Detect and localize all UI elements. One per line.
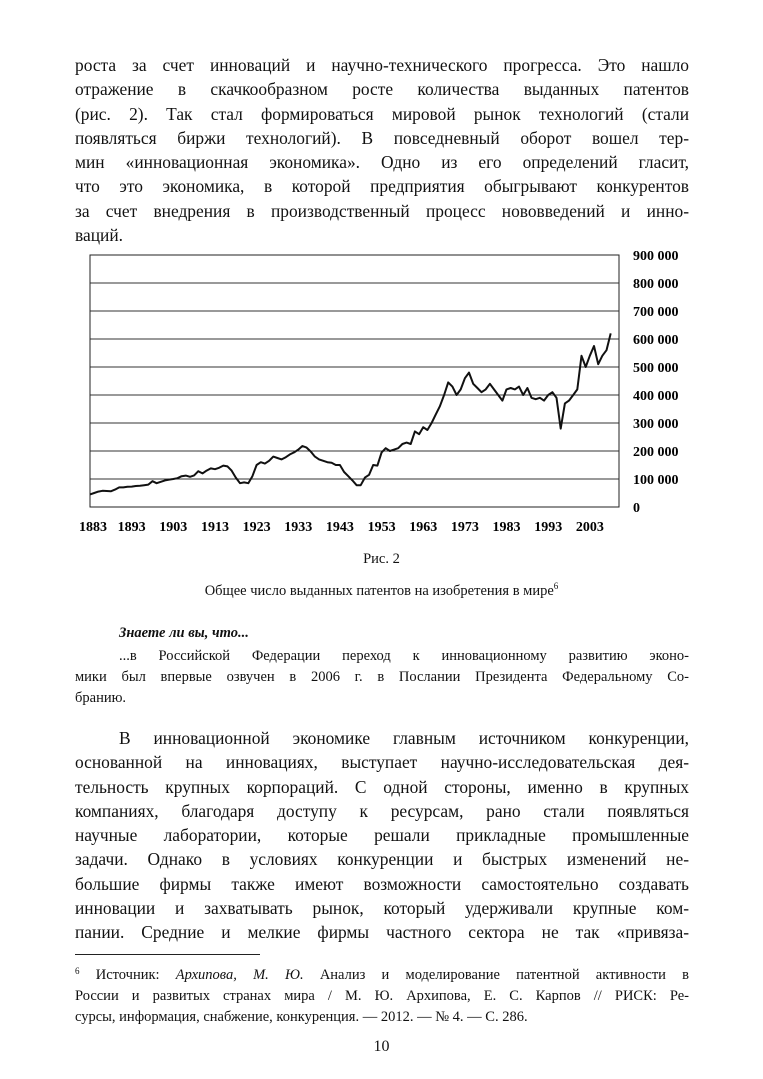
text-line: ваций. bbox=[75, 225, 123, 246]
text-line: что это экономика, в которой предприятия обыгрывают конкурентов bbox=[75, 176, 689, 197]
paragraph-main bbox=[75, 726, 689, 945]
footnote-line bbox=[75, 961, 689, 986]
x-tick-label: 1973 bbox=[450, 520, 479, 535]
text-line: инновации и захватывать рынок, который удерживали крупные ком- bbox=[75, 898, 689, 919]
footnote bbox=[75, 961, 689, 1028]
x-tick-label: 1963 bbox=[409, 520, 438, 535]
page-number: 10 bbox=[373, 1038, 390, 1055]
text-line: большие фирмы также имеют возможности самостоятельно создавать bbox=[75, 873, 689, 894]
text-line: основанной на инновациях, выступает научно-исследовательская дея- bbox=[75, 752, 689, 773]
x-tick-label: 2003 bbox=[575, 520, 604, 535]
y-tick-label: 800 000 bbox=[633, 277, 679, 292]
x-axis-ticks bbox=[79, 520, 604, 535]
text-line: мин «инновационная экономика». Одно из его определений гласит, bbox=[75, 152, 689, 173]
chart-grid bbox=[90, 283, 619, 479]
footnote-prefix: Источник: bbox=[95, 967, 176, 983]
figure-caption: Рис. 2 bbox=[363, 551, 400, 567]
text-line: бранию. bbox=[75, 690, 127, 706]
text-line: пании. Средние и мелкие фирмы частного сектора не так «привяза- bbox=[75, 922, 689, 943]
x-tick-label: 1883 bbox=[79, 520, 107, 535]
text-line: ...в Российской Федерации переход к инновационному развитию эконо- bbox=[119, 648, 689, 664]
text-line: задачи. Однако в условиях конкуренции и быстрых изменений не- bbox=[75, 849, 689, 870]
figure-title bbox=[0, 581, 763, 600]
y-tick-label: 600 000 bbox=[633, 333, 679, 348]
y-tick-label: 0 bbox=[633, 501, 640, 516]
figure-title-text: Общее число выданных патентов на изобретения в мире bbox=[204, 583, 554, 599]
y-tick-label: 500 000 bbox=[633, 361, 679, 376]
footnote-line: России и развитых странах мира / М. Ю. Архипова, Е. С. Карпов // РИСК: Ре- bbox=[75, 988, 689, 1004]
text-line: научные лаборатории, которые решали прикладные промышленные bbox=[75, 825, 689, 846]
text-line: В инновационной экономике главным источником конкуренции, bbox=[119, 728, 689, 748]
text-line: за счет внедрения в производственный процесс нововведений и инно- bbox=[75, 200, 689, 221]
text-line: мики был впервые озвучен в 2006 г. в Послании Президента Федеральному Со- bbox=[75, 669, 689, 685]
text-line: роста за счет инноваций и научно-технического прогресса. Это нашло bbox=[75, 55, 689, 75]
text-line: (рис. 2). Так стал формироваться мировой рынок технологий (стали bbox=[75, 103, 689, 124]
text-line: компаниях, благодаря доступу к ресурсам, рано стали появляться bbox=[75, 800, 689, 821]
y-tick-label: 300 000 bbox=[633, 417, 679, 432]
did-you-know-text bbox=[75, 646, 689, 709]
y-tick-label: 100 000 bbox=[633, 473, 679, 488]
did-you-know-title: Знаете ли вы, что... bbox=[119, 625, 249, 641]
footnote-author: Архипова, М. Ю. bbox=[175, 967, 304, 983]
footnote-ref: 6 bbox=[553, 581, 559, 591]
x-tick-label: 1943 bbox=[325, 520, 354, 535]
text-line: тельность крупных корпораций. С одной стороны, именно в крупных bbox=[75, 776, 689, 797]
y-tick-label: 900 000 bbox=[633, 249, 679, 264]
footnote-title: Анализ и моделирование патентной активности в bbox=[303, 967, 689, 983]
x-tick-label: 1953 bbox=[367, 520, 396, 535]
y-tick-label: 200 000 bbox=[633, 445, 679, 460]
footnote-line: сурсы, информация, снабжение, конкуренция. — 2012. — № 4. — С. 286. bbox=[75, 1009, 528, 1025]
y-axis-ticks bbox=[633, 249, 679, 516]
x-tick-label: 1983 bbox=[492, 520, 521, 535]
y-tick-label: 400 000 bbox=[633, 389, 679, 404]
patents-line-chart bbox=[70, 245, 710, 545]
x-tick-label: 1893 bbox=[117, 520, 146, 535]
footnote-divider bbox=[75, 954, 260, 955]
x-tick-label: 1913 bbox=[200, 520, 229, 535]
y-tick-label: 700 000 bbox=[633, 305, 679, 320]
footnote-number: 6 bbox=[75, 966, 80, 976]
text-line: отражение в скачкообразном росте количества выданных патентов bbox=[75, 79, 689, 100]
text-line: появляться биржи технологий). В повседневный оборот вошел тер- bbox=[75, 127, 689, 148]
x-tick-label: 1903 bbox=[159, 520, 188, 535]
x-tick-label: 1933 bbox=[284, 520, 313, 535]
series-line-patents bbox=[90, 333, 611, 494]
x-tick-label: 1993 bbox=[534, 520, 563, 535]
x-tick-label: 1923 bbox=[242, 520, 271, 535]
plot-frame bbox=[90, 255, 619, 507]
paragraph-intro bbox=[75, 53, 689, 247]
